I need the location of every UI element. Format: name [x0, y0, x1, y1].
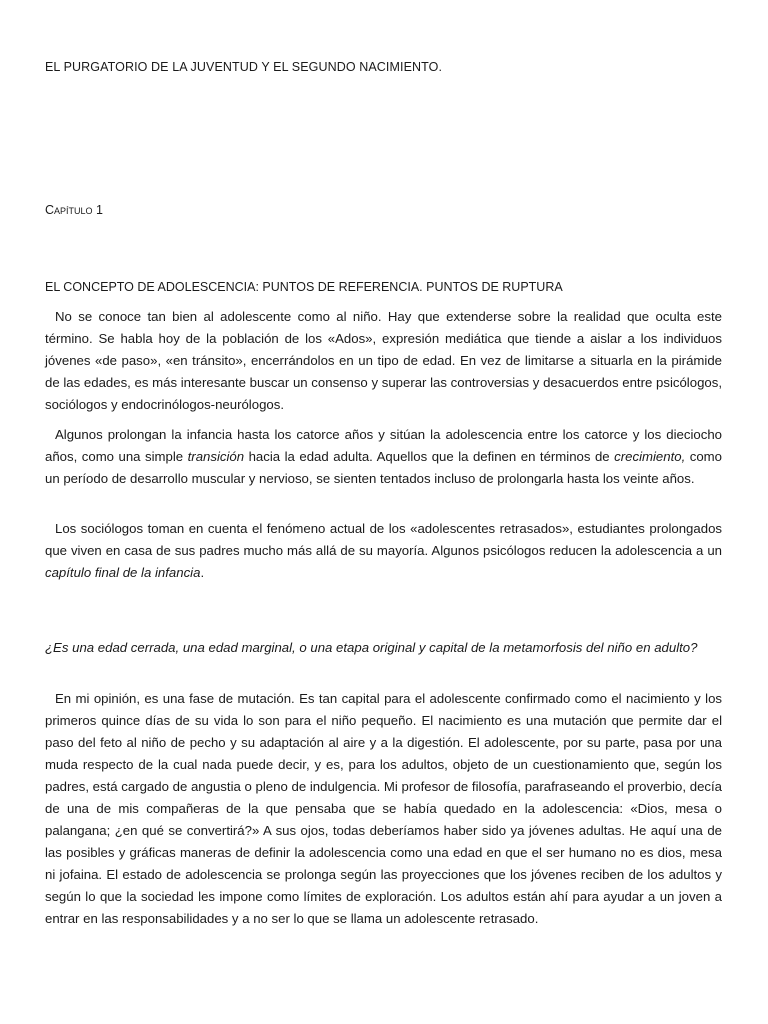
paragraph-2-text: hacia la edad adulta. Aquellos que la definen en términos de [244, 449, 615, 464]
paragraph-4: En mi opinión, es una fase de mutación. Es tan capital para el adolescente confirmado como el nacimiento y los primeros quince días de su vida lo son para el niño pequeño. El nacimiento es una mutación que permite dar el paso del feto al niño de pecho y su adaptación al aire y a la digestión. El adolescente, por su parte, pasa por una muda respecto de la cual nada puede decir, y es, para los adultos, objeto de un cuestionamiento que, según los padres, está cargado de angustia o pleno de indulgencia. Mi profesor de filosofía, parafraseando el proverbio, decía de una de mis compañeras de la que pensaba que se había quedado en la adolescencia: «Dios, mesa o palangana; ¿en qué se convertirá?» A sus ojos, todas deberíamos haber sido ya jóvenes adultas. He aquí una de las posibles y gráficas maneras de definir la adolescencia como una edad en que el ser humano no es dios, mesa ni jofaina. El estado de adolescencia se prolonga según las proyecciones que los jóvenes reciben de los adultos y según lo que la sociedad les impone como límites de exploración. Los adultos están ahí para ayudar a un joven a entrar en las responsabilidades y a no ser lo que se llama un adolescente retrasado. [45, 691, 722, 926]
paragraph-3-text: Los sociólogos toman en cuenta el fenómeno actual de los «adolescentes retrasados», estudiantes prolongados que viven en casa de sus padres mucho más allá de su mayoría. Algunos psicólogos reducen la adolescencia a un [45, 521, 722, 558]
question-paragraph: ¿Es una edad cerrada, una edad marginal, o una etapa original y capital de la metamorfosis del niño en adulto? [45, 640, 698, 655]
paragraph-2-text: Algunos prolongan la infancia hasta los catorce años y sitúan la adolescencia entre los catorce y los dieciocho años, como una simple [45, 427, 722, 464]
paragraph-1: No se conoce tan bien al adolescente como al niño. Hay que extenderse sobre la realidad que oculta este término. Se habla hoy de la población de los «Ados», expresión mediática que tiende a aislar a los individuos jóvenes «de paso», «en tránsito», encerrándolos en un tipo de edad. En vez de limitarse a situarla en la pirámide de las edades, es más interesante buscar un consenso y superar las controversias y desacuerdos entre psicólogos, sociólogos y endocrinólogos-neurólogos. [45, 309, 722, 412]
paragraph-3 [45, 518, 722, 584]
book-title: EL PURGATORIO DE LA JUVENTUD Y EL SEGUNDO NACIMIENTO. [45, 60, 443, 74]
paragraph-3-text: . [200, 565, 205, 580]
paragraph-2-italic-crecimiento: crecimiento, [614, 449, 686, 464]
section-heading: EL CONCEPTO DE ADOLESCENCIA: PUNTOS DE REFERENCIA. PUNTOS DE RUPTURA [45, 280, 563, 294]
paragraph-3-italic: capítulo final de la infancia [45, 565, 201, 580]
paragraph-2 [45, 424, 722, 490]
paragraph-2-italic-transicion: transición [187, 449, 245, 464]
paragraph-2-text: como un período de desarrollo muscular y nervioso, se sienten tentados incluso de prolongarla hasta los veinte años. [45, 449, 723, 486]
chapter-label: Capítulo 1 [45, 203, 103, 217]
